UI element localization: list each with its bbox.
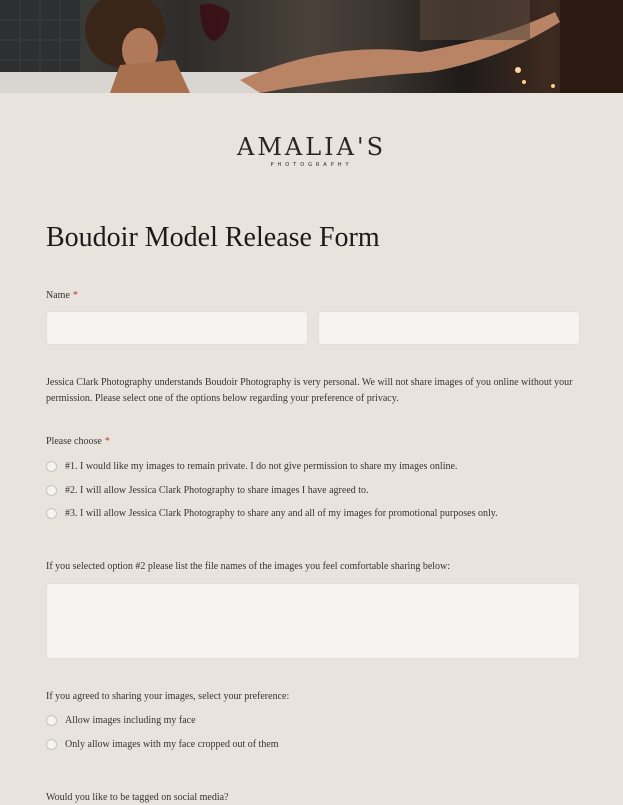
privacy-option-label: #1. I would like my images to remain private. I do not give permission to share my images online. [65, 460, 458, 472]
first-name-input[interactable] [46, 311, 308, 345]
privacy-option-3[interactable] [46, 506, 498, 520]
name-label [46, 289, 78, 303]
privacy-option-2[interactable] [46, 483, 369, 497]
required-asterisk: * [72, 290, 78, 301]
radio-button[interactable] [46, 461, 57, 472]
radio-button[interactable] [46, 715, 57, 726]
radio-button[interactable] [46, 508, 57, 519]
radio-button[interactable] [46, 485, 57, 496]
sharing-preference-label: If you agreed to sharing your images, select your preference: [46, 691, 290, 702]
face-option-2[interactable] [46, 737, 279, 751]
last-name-input[interactable] [318, 311, 580, 345]
file-names-textarea[interactable] [46, 583, 580, 659]
face-option-1[interactable] [46, 713, 196, 727]
social-tag-label: Would you like to be tagged on social media? [46, 792, 229, 803]
privacy-intro-text: Jessica Clark Photography understands Boudoir Photography is very personal. We will not share images of you online without your permission. Please select one of the options below regarding your preference of privacy. [46, 377, 573, 404]
hero-image [0, 0, 623, 93]
file-names-label: If you selected option #2 please list the file names of the images you feel comfortable sharing below: [46, 561, 451, 572]
brand-tagline: PHOTOGRAPHY [270, 162, 353, 168]
privacy-option-label: #3. I will allow Jessica Clark Photography to share any and all of my images for promotional purposes only. [65, 507, 498, 519]
brand-logo [0, 133, 623, 168]
page-title: Boudoir Model Release Form [46, 222, 380, 253]
face-option-label: Allow images including my face [65, 714, 196, 726]
hero-photo-illustration [0, 0, 623, 93]
name-label-text: Name [46, 290, 70, 301]
privacy-option-label: #2. I will allow Jessica Clark Photography to share images I have agreed to. [65, 484, 369, 496]
brand-name: AMALIA'S [236, 133, 387, 161]
required-asterisk: * [104, 436, 110, 447]
privacy-option-1[interactable] [46, 459, 457, 473]
privacy-choice-label [46, 435, 110, 449]
radio-button[interactable] [46, 739, 57, 750]
privacy-choice-label-text: Please choose [46, 436, 102, 447]
face-option-label: Only allow images with my face cropped out of them [65, 738, 279, 750]
